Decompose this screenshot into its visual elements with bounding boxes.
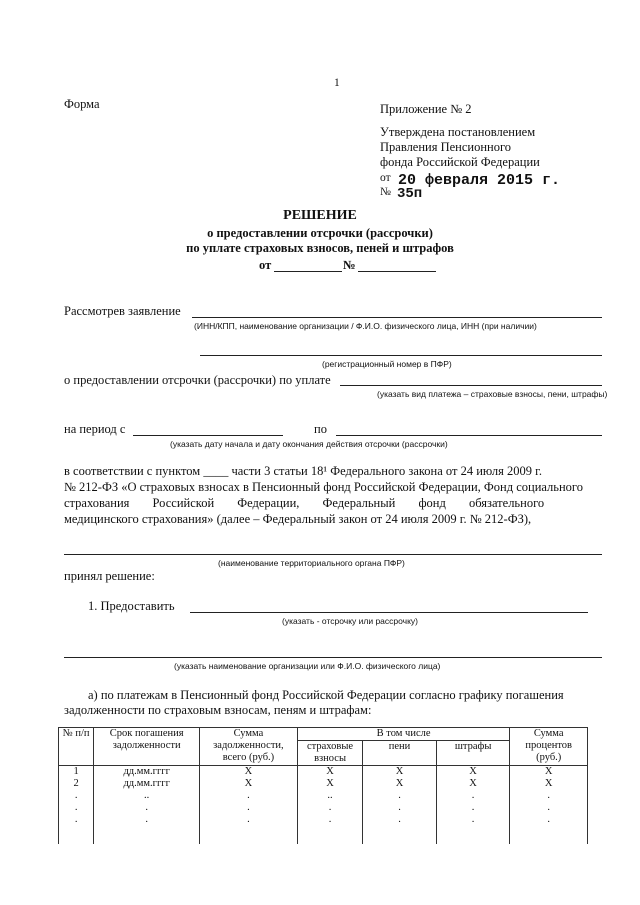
document-subtitle: о предоставлении отсрочки (рассрочки) [207, 226, 433, 240]
header-no: № п/п [59, 728, 94, 766]
law-line: медицинского страхования» (далее – Федеральный закон от 24 июля 2009 г. № 212-ФЗ), [64, 512, 532, 526]
cell-fines: X [436, 766, 510, 779]
table-body [59, 766, 588, 845]
header-fines: штрафы [436, 741, 510, 766]
grant-label: 1. Предоставить [88, 599, 175, 613]
approval-line: Правления Пенсионного [380, 140, 512, 154]
cell-contributions: . [297, 814, 362, 844]
cell-term: дд.мм.гггг [94, 778, 200, 790]
document-subtitle: по уплате страховых взносов, пеней и штрафов [186, 241, 454, 255]
cell-contributions: . [297, 802, 362, 814]
cell-no: . [59, 790, 94, 802]
cell-interest: X [510, 778, 588, 790]
repayment-schedule-table [58, 727, 588, 844]
approval-num-prefix: № [380, 186, 391, 198]
about-label: о предоставлении отсрочки (рассрочки) по уплате [64, 373, 331, 387]
cell-contributions: X [297, 778, 362, 790]
title-date-prefix: от [259, 258, 272, 272]
appendix-label: Приложение № 2 [380, 102, 472, 116]
header-interest: Сумма процентов (руб.) [510, 728, 588, 766]
law-line: страхования Российской Федерации, Федеральный фонд обязательного [64, 496, 545, 510]
cell-term: . [94, 802, 200, 814]
applicant-field[interactable] [192, 317, 602, 318]
cell-no: 2 [59, 778, 94, 790]
cell-no: . [59, 814, 94, 844]
cell-sum: X [200, 766, 298, 779]
period-end-field[interactable] [336, 435, 602, 436]
table-row [59, 814, 588, 844]
title-date-field[interactable] [274, 271, 342, 272]
cell-penalties: . [363, 814, 437, 844]
payments-line: задолженности по страховым взносам, пеням и штрафам: [64, 703, 372, 717]
cell-term: . [94, 814, 200, 844]
cell-interest: X [510, 766, 588, 779]
table-row [59, 802, 588, 814]
period-to-label: по [314, 422, 327, 436]
law-line: в соответствии с пунктом ____ части 3 статьи 18¹ Федерального закона от 24 июля 2009 г. [64, 464, 543, 478]
period-start-field[interactable] [133, 435, 283, 436]
approval-line: Утверждена постановлением [380, 125, 536, 139]
title-number-prefix: № [343, 258, 356, 272]
cell-fines: . [436, 814, 510, 844]
cell-no: . [59, 802, 94, 814]
table-row [59, 790, 588, 802]
reg-number-hint: (регистрационный номер в ПФР) [322, 359, 452, 369]
cell-term: дд.мм.гггг [94, 766, 200, 779]
table-row [59, 766, 588, 779]
period-label: на период с [64, 422, 126, 436]
approval-date-prefix: от [380, 172, 391, 184]
cell-contributions: X [297, 766, 362, 779]
title-number-field[interactable] [358, 271, 436, 272]
decided-label: принял решение: [64, 569, 155, 583]
header-including: В том числе [297, 728, 510, 741]
approval-num-stamp: 35п [397, 186, 423, 202]
considered-label: Рассмотрев заявление [64, 304, 181, 318]
document-title: РЕШЕНИЕ [283, 208, 357, 223]
header-term: Срок погашения задолженности [94, 728, 200, 766]
cell-fines: . [436, 790, 510, 802]
payment-type-field[interactable] [340, 385, 602, 386]
organization-hint: (указать наименование организации или Ф.И.О. физического лица) [174, 661, 441, 671]
applicant-hint: (ИНН/КПП, наименование организации / Ф.И.О. физического лица, ИНН (при наличии) [194, 321, 537, 331]
grant-type-hint: (указать - отсрочку или рассрочку) [282, 616, 419, 626]
form-label: Форма [64, 97, 100, 111]
period-hint: (указать дату начала и дату окончания действия отсрочки (рассрочки) [170, 439, 448, 449]
cell-penalties: X [363, 766, 437, 779]
reg-number-field[interactable] [200, 355, 602, 356]
cell-penalties: . [363, 802, 437, 814]
grant-type-field[interactable] [190, 612, 588, 613]
payments-line: а) по платежам в Пенсионный фонд Российской Федерации согласно графику погашения [88, 688, 564, 702]
approval-line: фонда Российской Федерации [380, 155, 540, 169]
cell-penalties: X [363, 778, 437, 790]
cell-no: 1 [59, 766, 94, 779]
cell-term: .. [94, 790, 200, 802]
page-number: 1 [334, 77, 340, 89]
cell-sum: . [200, 814, 298, 844]
cell-penalties: . [363, 790, 437, 802]
cell-fines: X [436, 778, 510, 790]
organization-field[interactable] [64, 657, 602, 658]
law-line: № 212-ФЗ «О страховых взносах в Пенсионный фонд Российской Федерации, Фонд социального [64, 480, 583, 494]
approval-date-stamp: 20 февраля 2015 г. [398, 172, 561, 189]
payment-type-hint: (указать вид платежа – страховые взносы, пени, штрафы) [377, 389, 608, 399]
header-sum: Сумма задолженности, всего (руб.) [200, 728, 298, 766]
header-penalties: пени [363, 741, 437, 766]
territorial-organ-hint: (наименование территориального органа ПФР) [218, 558, 405, 568]
cell-sum: . [200, 790, 298, 802]
cell-interest: . [510, 802, 588, 814]
header-contributions: страховые взносы [297, 741, 362, 766]
cell-contributions: .. [297, 790, 362, 802]
cell-sum: X [200, 778, 298, 790]
cell-interest: . [510, 814, 588, 844]
cell-interest: . [510, 790, 588, 802]
territorial-organ-field[interactable] [64, 554, 602, 555]
cell-sum: . [200, 802, 298, 814]
cell-fines: . [436, 802, 510, 814]
table-row [59, 778, 588, 790]
